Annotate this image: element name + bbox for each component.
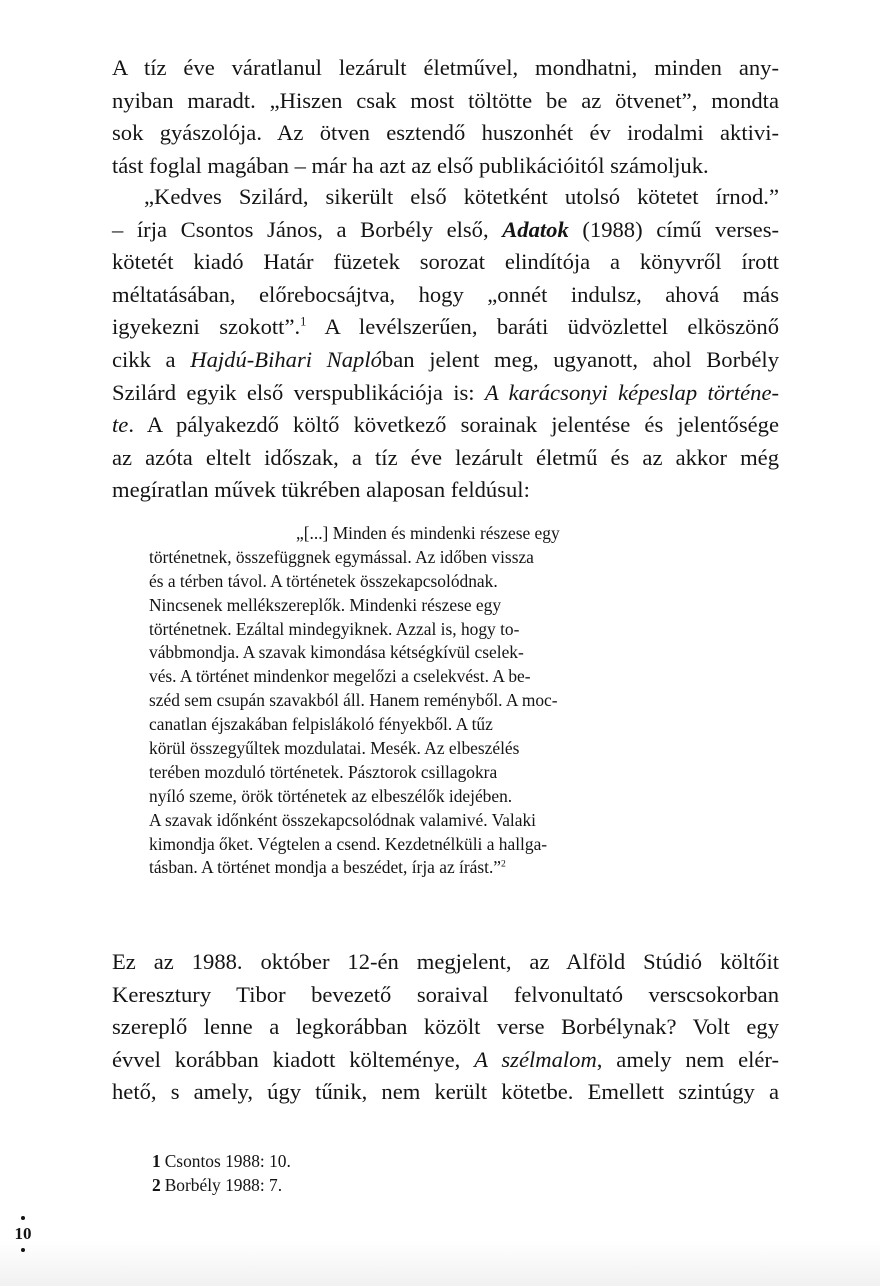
text-line: megíratlan művek tükrében alaposan feldúsul: <box>112 477 530 503</box>
quote-line: A szavak időnként összekapcsolódnak valamivé. Valaki <box>149 809 536 830</box>
folio-dot-icon <box>21 1248 25 1252</box>
quote-line: kimondja őket. Végtelen a csend. Kezdetnélküli a hallga- <box>149 833 548 854</box>
text-run: (1988) című verses- <box>568 216 780 242</box>
text-line: sok gyászolója. Az ötven esztendő huszonhét év irodalmi aktivi- <box>112 120 779 146</box>
footnote-ref-2[interactable]: 2 <box>501 858 506 870</box>
paragraph-1 <box>112 52 779 182</box>
quote-line: széd sem csupán szavakból áll. Hanem reményből. A moc- <box>149 690 558 711</box>
text-line <box>112 344 779 377</box>
quote-line <box>149 856 629 880</box>
footnote-1 <box>152 1149 291 1173</box>
newspaper-title: Hajdú-Bihari Napló <box>190 346 382 372</box>
book-title-adatok: Adatok <box>502 216 569 242</box>
text-run: , amely nem elér- <box>596 1046 779 1072</box>
footnote-text: Csontos 1988: 10. <box>164 1151 291 1171</box>
quote-line: terében mozduló történetek. Pásztorok csillagokra <box>149 761 498 782</box>
text-line: az azóta eltelt időszak, a tíz éve lezárult életmű és az akkor még <box>112 444 779 470</box>
text-line <box>112 1044 779 1077</box>
text-line: nyiban maradt. „Hiszen csak most töltötte be az ötvenet”, mondta <box>112 87 779 113</box>
page-number <box>12 1212 34 1256</box>
text-run: ban jelent meg, ugyanott, ahol Borbély <box>381 346 779 372</box>
text-line: hető, s amely, úgy tűnik, nem került kötetbe. Emellett szintúgy a <box>112 1079 779 1105</box>
quote-line: Nincsenek mellékszereplők. Mindenki részese egy <box>149 594 502 615</box>
quote-line: történetnek, összefüggnek egymással. Az időben vissza <box>149 546 534 567</box>
footnotes <box>152 1149 291 1197</box>
text-line <box>112 409 779 442</box>
text-line: Keresztury Tibor bevezető soraival felvonultató verscsokorban <box>112 981 779 1007</box>
footnote-2 <box>152 1173 291 1197</box>
folio-dot-icon <box>21 1216 25 1220</box>
text-run: A levélszerűen, baráti üdvözlettel elköszönő <box>306 314 779 340</box>
text-line <box>112 377 779 410</box>
text-run: – írja Csontos János, a Borbély első, <box>112 216 503 242</box>
poem-title-szelmalom: A szélmalom <box>474 1046 597 1072</box>
text-run: évvel korábban kiadott költeménye, <box>112 1046 475 1072</box>
paragraph-2 <box>112 181 779 507</box>
footnote-number: 1 <box>152 1151 161 1171</box>
text-line <box>112 214 779 247</box>
quote-line: vábbmondja. A szavak kimondása kétségkívül cselek- <box>149 642 524 663</box>
poem-title: A karácsonyi képeslap történe- <box>484 379 779 405</box>
text-line: méltatásában, előrebocsájtva, hogy „onnét indulsz, ahová más <box>112 281 779 307</box>
quote-line: történetnek. Ezáltal mindegyiknek. Azzal is, hogy to- <box>149 618 520 639</box>
paragraph-3 <box>112 946 779 1109</box>
poem-title-continued: te <box>112 412 129 438</box>
text-run: cikk a <box>112 346 191 372</box>
quote-line: nyíló szeme, örök történetek az elbeszélők idejében. <box>149 785 513 806</box>
quote-line: körül összegyűltek mozdulatai. Mesék. Az elbeszélés <box>149 738 520 759</box>
text-line <box>112 311 779 344</box>
page-number-text: 10 <box>14 1224 32 1243</box>
text-line: „Kedves Szilárd, sikerült első kötetként utolsó kötetet írnod.” <box>144 184 779 209</box>
quote-line: és a térben távol. A történetek összekapcsolódnak. <box>149 570 498 591</box>
text-run: . A pályakezdő költő következő sorainak jelentése és jelentősége <box>128 412 779 438</box>
text-run: tásban. A történet mondja a beszédet, írja az írást.” <box>149 857 502 878</box>
quote-line: vés. A történet mindenkor megelőzi a cselekvést. A be- <box>149 666 531 687</box>
quote-line: canatlan éjszakában felpislákoló fényekből. A tűz <box>149 714 493 735</box>
block-quote <box>149 522 629 880</box>
text-line: tást foglal magában – már ha azt az első publikációitól számoljuk. <box>112 152 709 178</box>
text-run: igyekezni szokott”. <box>112 314 301 340</box>
text-line: A tíz éve váratlanul lezárult életművel, mondhatni, minden any- <box>112 55 779 80</box>
text-line: kötetét kiadó Határ füzetek sorozat elindítója a könyvről írott <box>112 249 779 275</box>
quote-line: „[...] Minden és mindenki részese egy <box>296 523 560 543</box>
footnote-text: Borbély 1988: 7. <box>164 1175 283 1195</box>
footnote-number: 2 <box>152 1175 161 1195</box>
text-line: Ez az 1988. október 12-én megjelent, az Alföld Stúdió költőit <box>112 949 779 974</box>
text-run: Szilárd egyik első verspublikációja is: <box>112 379 485 405</box>
text-line: szereplő lenne a legkorábban közölt verse Borbélynak? Volt egy <box>112 1014 779 1040</box>
footnote-ref-1[interactable]: 1 <box>300 314 307 329</box>
